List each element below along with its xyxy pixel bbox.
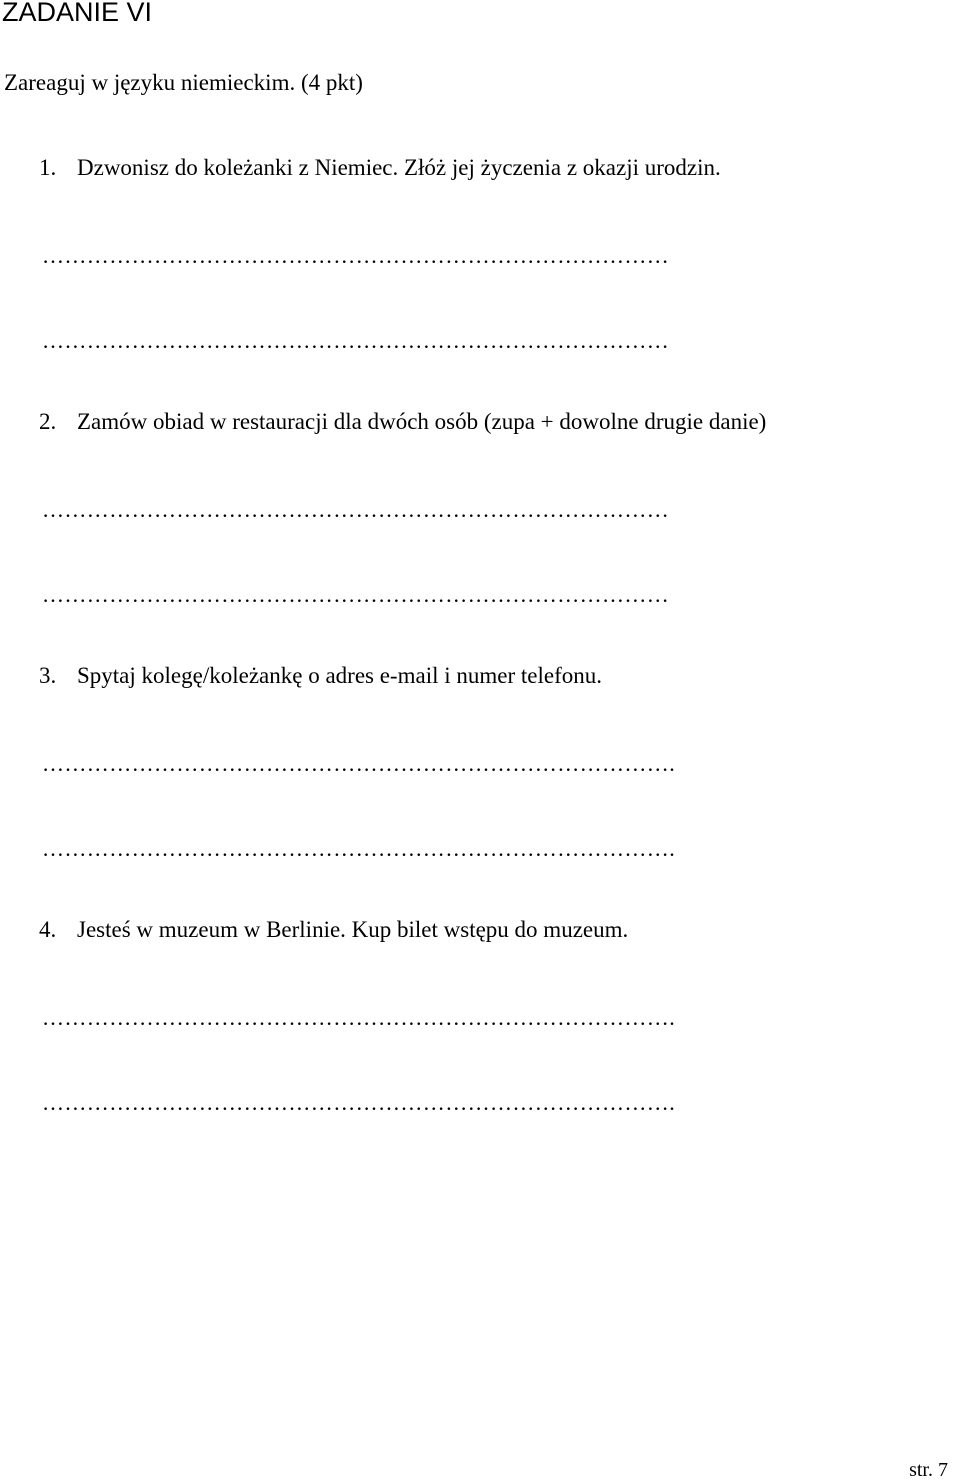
task-3 bbox=[39, 661, 602, 691]
answer-line[interactable]: ………………………………………………………………………… bbox=[42, 328, 670, 353]
task-text: Dzwonisz do koleżanki z Niemiec. Złóż jej życzenia z okazji urodzin. bbox=[77, 155, 721, 180]
answer-line[interactable]: …………………………………………………………………………. bbox=[42, 751, 676, 776]
task-text: Jesteś w muzeum w Berlinie. Kup bilet wstępu do muzeum. bbox=[77, 917, 629, 942]
answer-line[interactable]: …………………………………………………………………………. bbox=[42, 836, 676, 861]
task-2 bbox=[39, 407, 766, 437]
answer-line[interactable]: ………………………………………………………………………… bbox=[42, 582, 670, 607]
answer-line[interactable]: ………………………………………………………………………… bbox=[42, 497, 670, 522]
task-text: Spytaj kolegę/koleżankę o adres e-mail i numer telefonu. bbox=[77, 663, 602, 688]
task-number: 1. bbox=[39, 155, 57, 180]
task-number: 4. bbox=[39, 917, 57, 942]
answer-line[interactable]: …………………………………………………………………………. bbox=[42, 1005, 676, 1030]
answer-line[interactable]: ………………………………………………………………………… bbox=[42, 243, 670, 268]
task-4 bbox=[39, 915, 628, 945]
task-number: 3. bbox=[39, 663, 57, 688]
task-text: Zamów obiad w restauracji dla dwóch osób (zupa + dowolne drugie danie) bbox=[77, 409, 767, 434]
task-number: 2. bbox=[39, 409, 57, 434]
answer-line[interactable]: …………………………………………………………………………. bbox=[42, 1090, 676, 1115]
task-1 bbox=[39, 153, 721, 183]
page-number: str. 7 bbox=[909, 1459, 948, 1481]
instruction-text: Zareaguj w języku niemieckim. (4 pkt) bbox=[4, 70, 363, 95]
page-title: ZADANIE VI bbox=[2, 0, 153, 27]
